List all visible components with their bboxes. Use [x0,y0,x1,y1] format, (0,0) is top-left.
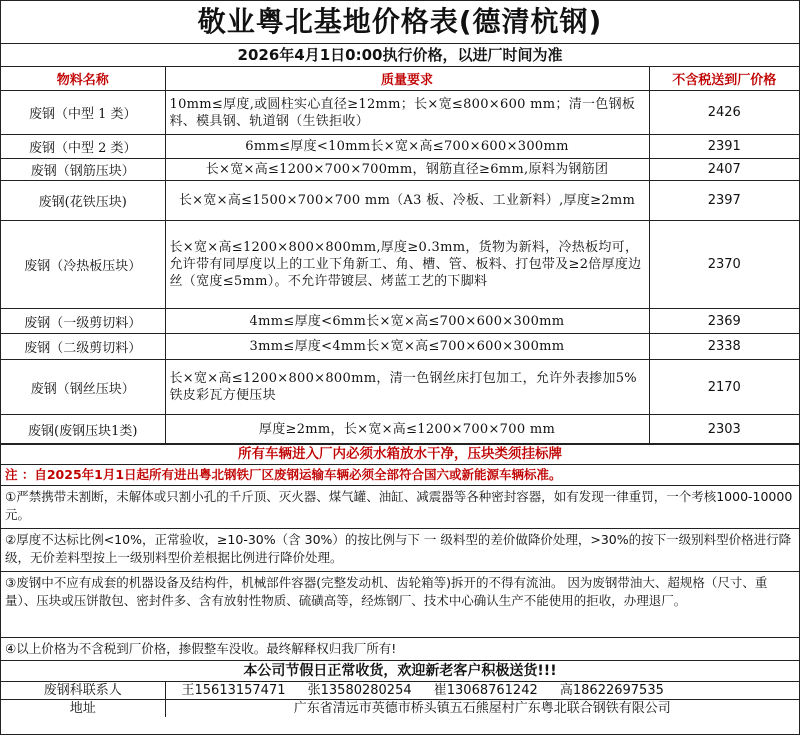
row-name: 废钢（钢筋压块） [1,159,165,181]
row-price: 2391 [649,135,799,159]
header-price: 不含税送到厂价格 [649,67,799,91]
holiday-notice: 本公司节假日正常收货，欢迎新老客户积极送货!!! [1,660,799,681]
row-requirement: 4mm≤厚度<6mm长×宽×高≤700×600×300mm [165,309,649,334]
row-price: 2338 [649,334,799,360]
table-row [1,221,799,309]
table-row [1,91,799,135]
row-name: 废钢（中型 2 类） [1,135,165,159]
row-name: 废钢(废钢压块1类) [1,415,165,444]
contact-row [1,682,799,700]
row-price: 2397 [649,181,799,221]
table-row [1,415,799,444]
address-value: 广东省清远市英德市桥头镇五石熊屋村广东粤北联合钢铁有限公司 [165,700,799,718]
address-label: 地址 [1,700,165,718]
rule-4: ④以上价格为不含税到厂价格，掺假整车没收。最终解释权归我厂所有! [1,637,799,660]
row-requirement: 3mm≤厚度<4mm长×宽×高≤700×600×300mm [165,334,649,360]
row-requirement: 长×宽×高≤1200×800×800mm，清一色钢丝床打包加工，允许外表掺加5%铁皮彩瓦方便压块 [165,360,649,415]
table-row [1,135,799,159]
contact-list [165,682,799,700]
row-name: 废钢（冷热板压块） [1,221,165,309]
contact-phone: 崔13068761242 [433,683,538,698]
rule-3: ③废钢中不应有成套的机器设备及结构件，机械部件容器(完整发动机、齿轮箱等)拆开的不得有流油。 因为废钢带油大、超规格（尺寸、重量）、压块或压饼散包、密封件多、含有放射性物质、硫磺高等，经炼钢厂、技术中心确认生产不能使用的拒收，办理退厂。 [1,571,799,637]
table-row [1,159,799,181]
row-name: 废钢（中型 1 类） [1,91,165,135]
table-row [1,309,799,334]
row-name: 废钢（二级剪切料） [1,334,165,360]
emission-warning: 注 ：自2025年1月1日起所有进出粤北钢铁厂区废钢运输车辆必须全部符合国六或新能源车辆标准。 [1,464,799,485]
row-name: 废钢(花铁压块) [1,181,165,221]
row-name: 废钢（钢丝压块） [1,360,165,415]
row-requirement: 长×宽×高≤1200×800×800mm,厚度≥0.3mm，货物为新料，冷热板均可，允许带有同厚度以上的工业下角新工、角、槽、管、板料、打包带及≥2倍厚度边丝（宽度≤5mm）。不允许带镀层、烤蓝工艺的下脚料 [165,221,649,309]
table-row [1,334,799,360]
row-requirement: 6mm≤厚度<10mm长×宽×高≤700×600×300mm [165,135,649,159]
effective-date: 2026年4月1日0:00执行价格，以进厂时间为准 [1,44,799,67]
row-requirement: 长×宽×高≤1500×700×700 mm（A3 板、冷板、工业新料）,厚度≥2mm [165,181,649,221]
header-requirement: 质量要求 [165,67,649,91]
header-name: 物料名称 [1,67,165,91]
footer-table [1,681,799,717]
page-title: 敬业粤北基地价格表(德清杭钢) [1,1,799,44]
rule-1: ①严禁携带未割断，未解体或只割小孔的千斤顶、灭火器、煤气罐、油缸、减震器等各种密封容器，如有发现一律重罚，一个考核1000-10000元。 [1,485,799,528]
contact-phone: 王15613157471 [181,683,286,698]
row-requirement: 长×宽×高≤1200×700×700mm，钢筋直径≥6mm,原料为钢筋团 [165,159,649,181]
row-price: 2370 [649,221,799,309]
row-name: 废钢（一级剪切料） [1,309,165,334]
row-requirement: 10mm≤厚度,或圆柱实心直径≥12mm；长×宽≤800×600 mm；清一色钢板料、模具钢、轨道钢（生铁拒收） [165,91,649,135]
contact-phone: 张13580280254 [307,683,412,698]
table-header [1,67,799,91]
row-price: 2369 [649,309,799,334]
contact-phone: 高18622697535 [559,683,664,698]
contact-label: 废钢科联系人 [1,682,165,700]
row-price: 2170 [649,360,799,415]
vehicle-notice: 所有车辆进入厂内必须水箱放水干净，压块类须挂标牌 [1,444,799,464]
price-table [1,67,799,444]
row-requirement: 厚度≥2mm，长×宽×高≤1200×700×700 mm [165,415,649,444]
table-row [1,360,799,415]
row-price: 2303 [649,415,799,444]
row-price: 2407 [649,159,799,181]
row-price: 2426 [649,91,799,135]
rule-2: ②厚度不达标比例<10%，正常验收，≥10-30%（含 30%）的按比例与下 一 级料型的差价做降价处理，>30%的按下一级别料型价格进行降级，无价差料型按上一级别料型价差根据比例进行降价处理。 [1,528,799,571]
address-row [1,700,799,718]
table-row [1,181,799,221]
